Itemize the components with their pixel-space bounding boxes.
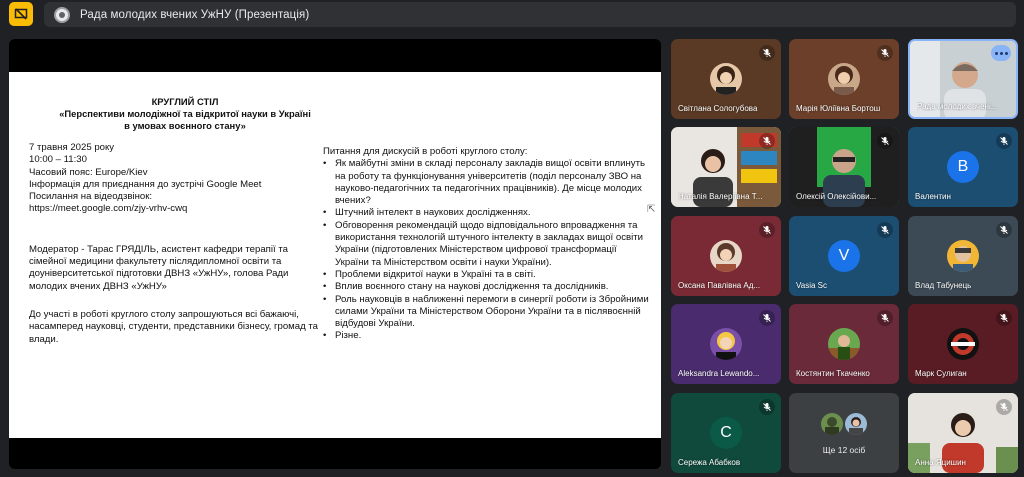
- discussion-item: • Роль науковців в наближенні перемоги в синергії роботи із Збройними силами України та Міністерством Оборони України та в післявоєнній відбудові України.: [323, 294, 653, 331]
- presentation-stage: [9, 39, 661, 469]
- participant-tile[interactable]: [908, 393, 1018, 473]
- presentation-title-bar[interactable]: [44, 2, 1016, 27]
- slide-heading: [29, 96, 319, 132]
- participant-name: Влад Табунець: [915, 281, 972, 290]
- others-tile[interactable]: [789, 393, 899, 473]
- meeting-details: [29, 142, 319, 216]
- muted-mic-icon: [759, 310, 775, 326]
- participant-name: Aleksandra Lewando...: [678, 369, 760, 378]
- participant-avatar: [710, 328, 742, 360]
- discussion-item: • Обговорення рекомендацій щодо відповідального впровадження та використання технологій штучного інтелекту в закладах вищої освіти України (підготовлених Міністерством цифрової трансформації України та Міністерством освіти і науки України).: [323, 220, 653, 269]
- muted-mic-icon: [877, 222, 893, 238]
- participant-tile[interactable]: [671, 216, 781, 296]
- others-count-label: Ще 12 осіб: [822, 445, 866, 455]
- muted-mic-icon: [877, 45, 893, 61]
- participant-tile[interactable]: [671, 39, 781, 119]
- muted-mic-icon: [996, 399, 1012, 415]
- organization-logo-icon: [54, 7, 70, 23]
- slide-left-column: [29, 96, 319, 346]
- participant-name: Анна Яцишин: [915, 458, 966, 467]
- participant-avatar: В: [947, 151, 979, 183]
- participant-name: Костянтин Ткаченко: [796, 369, 870, 378]
- slide-heading-line: в умовах воєнного стану»: [124, 120, 246, 131]
- participant-avatar: [947, 328, 979, 360]
- participant-avatar: C: [710, 417, 742, 449]
- discussion-title: Питання для дискусій в роботі круглого столу:: [323, 146, 528, 157]
- participant-tile[interactable]: [671, 393, 781, 473]
- participant-tile[interactable]: [908, 127, 1018, 207]
- muted-mic-icon: [759, 45, 775, 61]
- muted-mic-icon: [759, 133, 775, 149]
- muted-mic-icon: [759, 222, 775, 238]
- meeting-link: https://meet.google.com/zjy-vrhv-cwq: [29, 203, 188, 215]
- discussion-item: • Різне.: [323, 330, 653, 342]
- mouse-cursor-icon: ⇱: [647, 204, 656, 215]
- participant-grid: [671, 39, 1018, 471]
- participant-tile[interactable]: [789, 39, 899, 119]
- participant-name: Сережа Абабков: [678, 458, 741, 467]
- more-options-icon[interactable]: [991, 45, 1011, 61]
- participant-name: Наталія Валеріївна Т...: [678, 192, 763, 201]
- participant-tile[interactable]: [671, 127, 781, 207]
- participant-name: Марк Сулиган: [915, 369, 967, 378]
- stop-presenting-icon[interactable]: [9, 2, 33, 26]
- participant-name: Рада молодих вчені...: [917, 102, 998, 111]
- muted-mic-icon: [877, 310, 893, 326]
- slide-heading-line: КРУГЛИЙ СТІЛ: [151, 96, 219, 107]
- muted-mic-icon: [759, 399, 775, 415]
- participant-avatar: [710, 240, 742, 272]
- discussion-item: • Вплив воєнного стану на наукові дослідження та дослідників.: [323, 281, 653, 293]
- meeting-link-label: Посилання на відеодзвінок:: [29, 191, 153, 203]
- participant-name: Оксана Павлівна Ад...: [678, 281, 761, 290]
- participant-tile[interactable]: [789, 127, 899, 207]
- participant-name: Світлана Сологубова: [678, 104, 758, 113]
- participant-tile[interactable]: [908, 304, 1018, 384]
- participant-avatar: [828, 63, 860, 95]
- slide-right-column: [323, 146, 656, 343]
- participant-tile[interactable]: [908, 216, 1018, 296]
- participant-tile[interactable]: [789, 216, 899, 296]
- participant-avatar: [845, 413, 867, 435]
- muted-mic-icon: [996, 133, 1012, 149]
- participant-avatar: [821, 413, 843, 435]
- participant-avatar: [828, 328, 860, 360]
- presentation-title: Рада молодих вчених УжНУ (Презентація): [80, 8, 310, 21]
- participant-name: Марія Юліївна Бортош: [796, 104, 881, 113]
- participant-name: Валентин: [915, 192, 951, 201]
- participant-tile[interactable]: [789, 304, 899, 384]
- meeting-timezone: Часовий пояс: Europe/Kiev: [29, 166, 148, 178]
- muted-mic-icon: [996, 310, 1012, 326]
- discussion-item: • Проблеми відкритої науки в Україні та в світі.: [323, 269, 653, 281]
- participant-tile[interactable]: [671, 304, 781, 384]
- participant-avatar: [947, 240, 979, 272]
- discussion-item: • Штучний інтелект в наукових дослідженнях.: [323, 207, 653, 219]
- slide-heading-line: «Перспективи молодіжної та відкритої науки в Україні: [59, 108, 311, 119]
- moderator-text: Модератор - Тарас ГРЯДІЛЬ, асистент кафедри терапії та сімейної медицини факультету післядипломної освіти та доуніверситетської підготовки ДВНЗ «УжНУ», голова Ради молодих вчених ДВНЗ «УжНУ»: [29, 243, 289, 292]
- presentation-slide: [9, 72, 661, 438]
- participant-tile[interactable]: [908, 39, 1018, 119]
- meeting-time: 10:00 – 11:30: [29, 154, 87, 166]
- discussion-item: • Як майбутні зміни в складі персоналу закладів вищої освіти вплинуть на роботу та функціонування університетів (поділ персоналу ЗВО на науково-педагогічних та педагогічних працівників). Де місце молодих вчених?: [323, 158, 653, 207]
- top-bar: [0, 0, 1024, 30]
- discussion-list: [323, 158, 656, 342]
- participant-name: Олексій Олексійови...: [796, 192, 877, 201]
- others-avatars: [821, 413, 867, 435]
- muted-mic-icon: [996, 222, 1012, 238]
- participant-name: Vasia Sc: [796, 281, 827, 290]
- meeting-date: 7 травня 2025 року: [29, 142, 115, 153]
- muted-mic-icon: [877, 133, 893, 149]
- invite-text: До участі в роботі круглого столу запрошуються всі бажаючі, насамперед науковці, студенти, представники бізнесу, громад та влади.: [29, 308, 318, 345]
- meeting-join-info: Інформація для приєднання до зустрічі Google Meet: [29, 178, 262, 190]
- participant-avatar: [710, 63, 742, 95]
- participant-avatar: V: [828, 240, 860, 272]
